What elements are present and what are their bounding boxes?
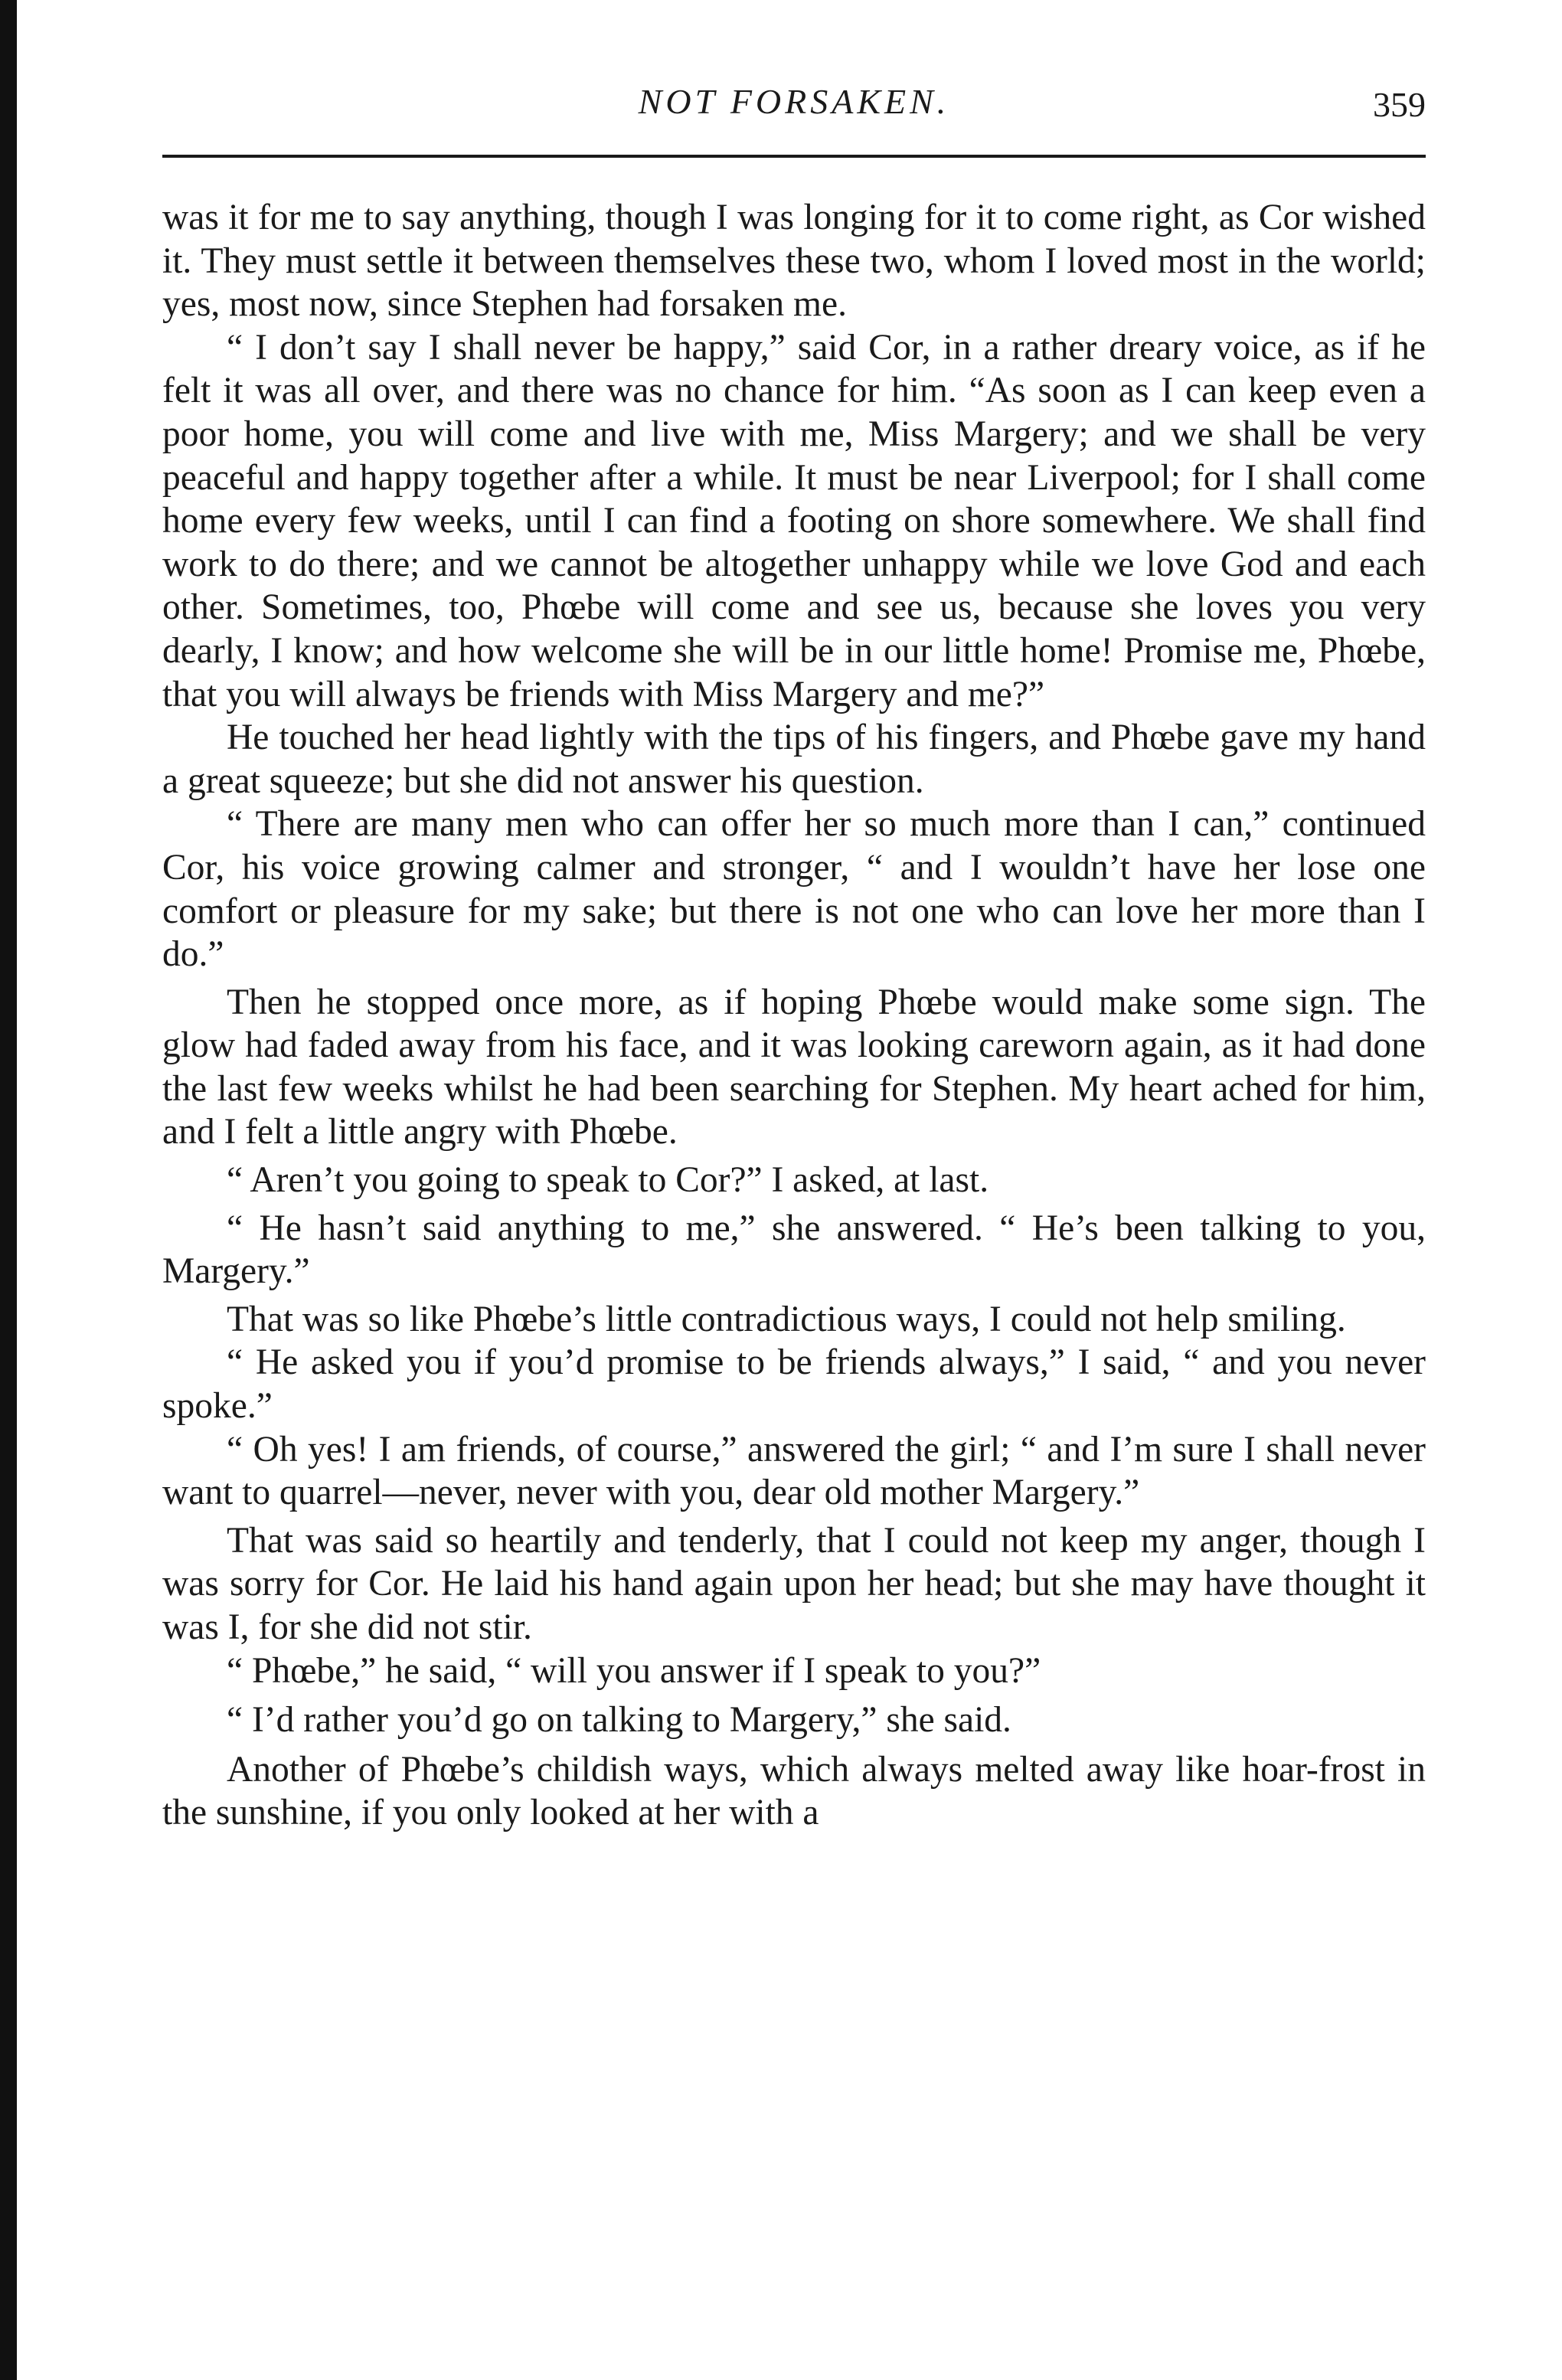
paragraph: “ Phœbe,” he said, “ will you answer if I speak to you?” [227, 1650, 1041, 1691]
paragraph: “ I’d rather you’d go on talking to Margery,” she said. [227, 1700, 1011, 1741]
page-header [162, 75, 1426, 144]
paragraph: “ He hasn’t said anything to me,” she answered. “ He’s been talking to you, Margery.” [162, 1208, 1426, 1292]
paragraph: “ Aren’t you going to speak to Cor?” I asked, at last. [227, 1160, 989, 1201]
paragraph: “ He asked you if you’d promise to be friends always,” I said, “ and you never spoke.” [162, 1342, 1426, 1427]
paragraph: “ There are many men who can offer her so much more than I can,” continued Cor, his voice growing calmer and stronger, “ and I wouldn’t have her lose one comfort or pleasure for my sake; but there is not one who can love her more than I do.” [162, 804, 1426, 975]
body-text [162, 196, 1426, 1835]
paragraph: “ Oh yes! I am friends, of course,” answered the girl; “ and I’m sure I shall never want to quarrel—never, never with you, dear old mother Margery.” [162, 1429, 1426, 1513]
paragraph: was it for me to say anything, though I was longing for it to come right, as Cor wished it. They must settle it between themselves these two, whom I loved most in the world; yes, most now, since Stephen had forsaken me. [162, 198, 1426, 325]
paragraph: Another of Phœbe’s childish ways, which always melted away like hoar-frost in the sunshine, if you only looked at her with a [162, 1749, 1426, 1833]
header-rule [162, 155, 1426, 158]
paragraph: Then he stopped once more, as if hoping Phœbe would make some sign. The glow had faded away from his face, and it was looking careworn again, as it had done the last few weeks whilst he had been searching for Stephen. My heart ached for him, and I felt a little angry with Phœbe. [162, 982, 1426, 1152]
running-title: NOT FORSAKEN. [638, 82, 950, 121]
paragraph: That was said so heartily and tenderly, that I could not keep my anger, though I was sorry for Cor. He laid his hand again upon her head; but she may have thought it was I, for she did not stir. [162, 1520, 1426, 1647]
paragraph: “ I don’t say I shall never be happy,” said Cor, in a rather dreary voice, as if he felt it was all over, and there was no chance for him. “As soon as I can keep even a poor home, you will come and live with me, Miss Margery; and we shall be very peaceful and happy together after a while. It must be near Liverpool; for I shall come home every few weeks, until I can find a footing on shore somewhere. We shall find work to do there; and we cannot be altogether unhappy while we love God and each other. Sometimes, too, Phœbe will come and see us, because she loves you very dearly, I know; and how welcome she will be in our little home! Promise me, Phœbe, that you will always be friends with Miss Margery and me?” [162, 327, 1426, 714]
paragraph: That was so like Phœbe’s little contradictious ways, I could not help smiling. [227, 1299, 1346, 1339]
page-number: 359 [1373, 85, 1426, 124]
paragraph: He touched her head lightly with the tips of his fingers, and Phœbe gave my hand a great squeeze; but she did not answer his question. [162, 718, 1426, 801]
